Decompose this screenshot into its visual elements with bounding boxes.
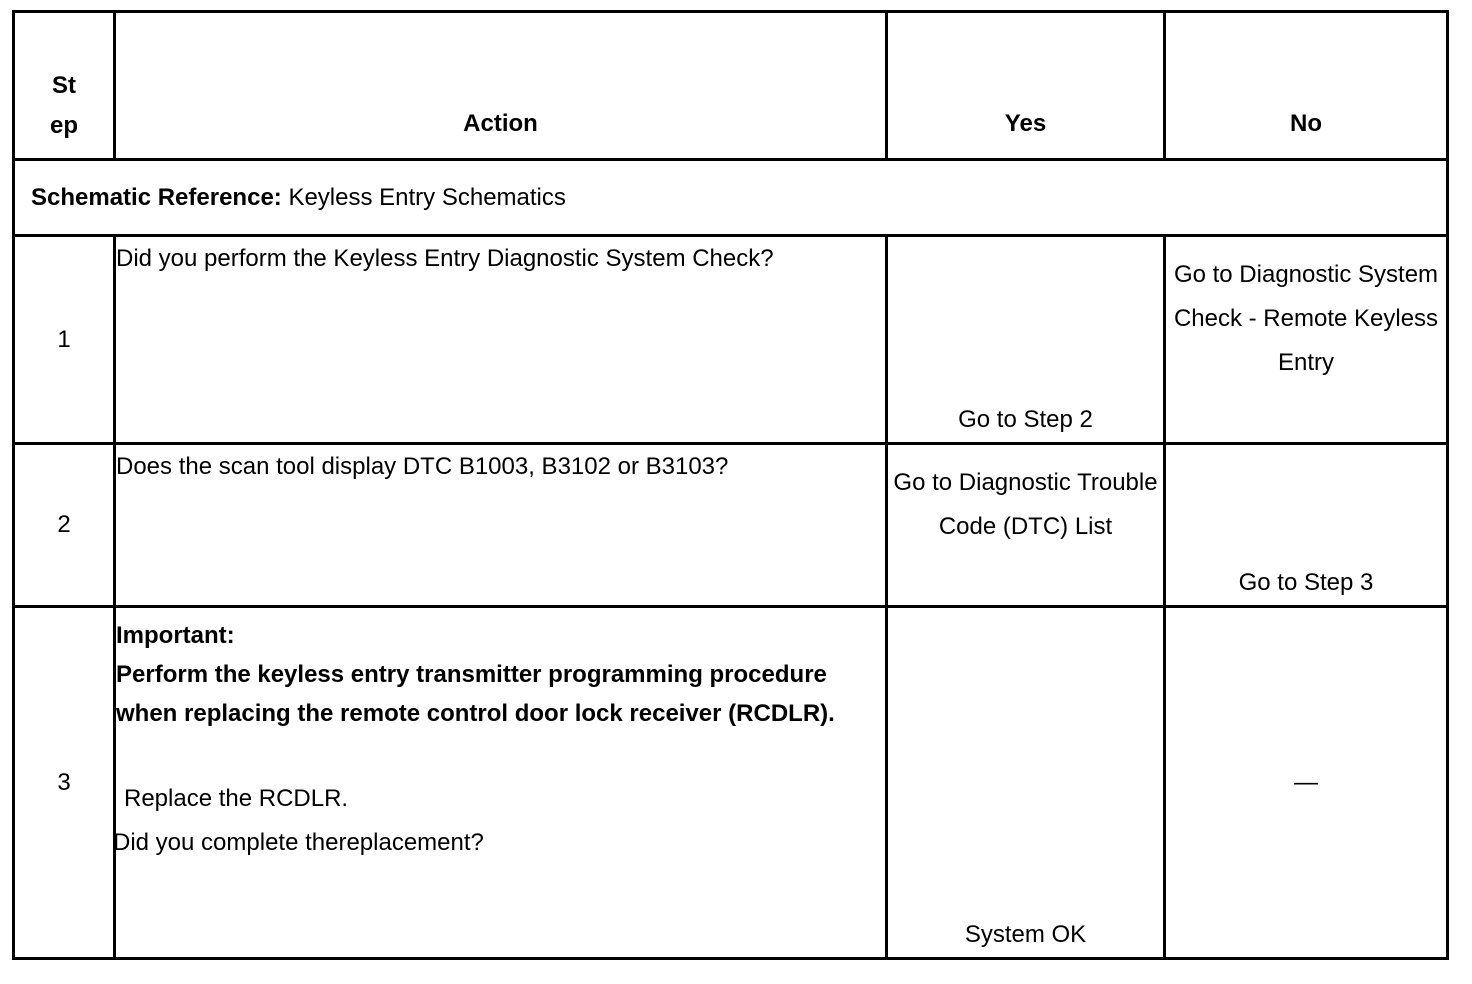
header-step bbox=[14, 12, 115, 160]
header-row bbox=[14, 12, 1448, 160]
yes-result: Go to Diagnostic Trouble Code (DTC) List bbox=[887, 444, 1165, 607]
header-step-line1: St bbox=[52, 72, 76, 99]
important-note bbox=[116, 616, 885, 733]
step-number: 3 bbox=[14, 607, 115, 959]
table-row bbox=[14, 607, 1448, 959]
action-text: Does the scan tool display DTC B1003, B3102 or B3103? bbox=[115, 444, 887, 607]
no-result: Go to Diagnostic System Check - Remote Keyless Entry bbox=[1165, 236, 1448, 444]
step-number: 2 bbox=[14, 444, 115, 607]
completion-question: Did you complete thereplacement? bbox=[113, 829, 484, 856]
header-step-line2: ep bbox=[49, 112, 78, 139]
yes-result: System OK bbox=[887, 607, 1165, 959]
yes-result: Go to Step 2 bbox=[887, 236, 1165, 444]
schematic-label: Schematic Reference: bbox=[31, 183, 282, 211]
action-text: Did you perform the Keyless Entry Diagnostic System Check? bbox=[115, 236, 887, 444]
schematic-cell bbox=[14, 160, 1448, 236]
table-row bbox=[14, 444, 1448, 607]
step-number: 1 bbox=[14, 236, 115, 444]
schematic-row bbox=[14, 160, 1448, 236]
no-result: Go to Step 3 bbox=[1165, 444, 1448, 607]
schematic-value: Keyless Entry Schematics bbox=[281, 183, 566, 211]
important-text: Perform the keyless entry transmitter programming procedure when replacing the remote control door lock receiver (RCDLR). bbox=[116, 661, 835, 727]
header-yes: Yes bbox=[887, 12, 1165, 160]
table-row bbox=[14, 236, 1448, 444]
header-no: No bbox=[1165, 12, 1448, 160]
important-label: Important: bbox=[116, 622, 235, 649]
replace-instruction: Replace the RCDLR. bbox=[124, 785, 349, 812]
header-action: Action bbox=[115, 12, 887, 160]
no-result: — bbox=[1165, 607, 1448, 959]
diagnostic-table bbox=[12, 10, 1449, 960]
action-text bbox=[115, 607, 887, 959]
